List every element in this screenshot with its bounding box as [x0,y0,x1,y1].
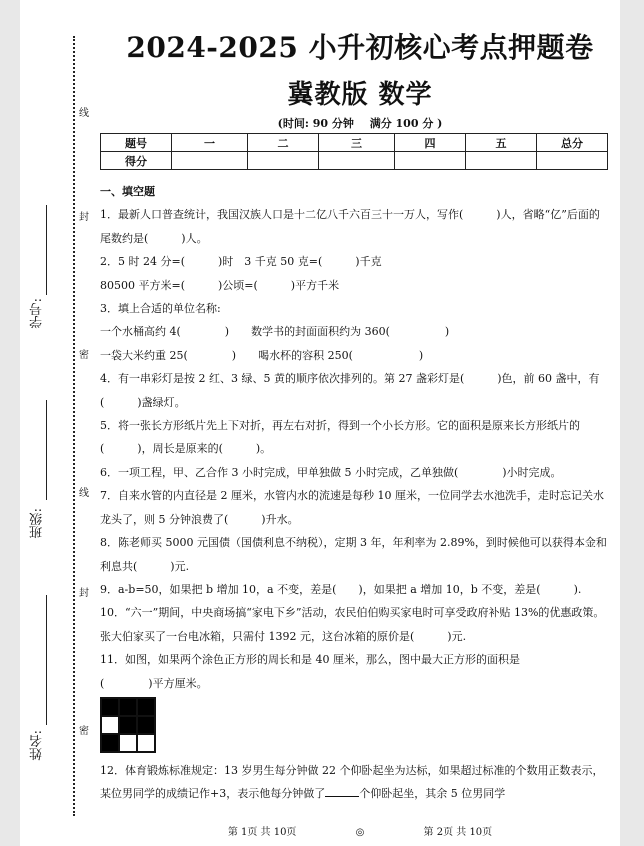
class-label: 班级: [30,508,45,539]
section-heading: 一、填空题 [100,185,155,198]
question-5: 5．将一张长方形纸片先上下对折，再左右对折，得到一个小长方形。它的面积是原来长方形纸片的( )，周长是原来的( )。 [100,419,580,456]
question-4: 4．有一串彩灯是按 2 红、3 绿、5 黄的顺序依次排列的。第 27 盏彩灯是( )色，前 60 盏中，有( )盏绿灯。 [100,372,600,409]
figure-square-shaded [101,698,119,716]
score-header-cell: 四 [395,134,466,152]
page-footer [100,823,620,838]
question-1: 1．最新人口普查统计，我国汉族人口是十二亿八千六百三十一万人，写作( )人，省略“亿”后面的尾数约是( )人。 [100,208,600,245]
square-figure [100,697,156,753]
name-label: 姓名: [30,730,45,761]
figure-square-shaded [101,734,119,752]
score-header-cell: 一 [171,134,247,152]
question-10: 10．“六一”期间，中央商场搞“家电下乡”活动，农民伯伯购买家电时可享受政府补贴 13%的优惠政策。张大伯家买了一台电冰箱，只需付 1392 元，这台冰箱的原价是( )元. [100,606,605,643]
question-9: 9．a-b=50，如果把 b 增加 10，a 不变，差是( )，如果把 a 增加 10，b 不变，差是( ). [100,582,582,596]
question-12-tail: 个仰卧起坐，其余 5 位男同学 [359,787,506,801]
question-11-answer: ( )平方厘米。 [100,676,208,690]
score-row-label: 得分 [101,152,172,170]
figure-square-shaded [137,716,155,734]
score-header-cell: 总分 [536,134,607,152]
exam-score: 满分 100 分 ) [369,117,443,130]
question-12-text: 12．体育锻炼标准规定：13 岁男生每分钟做 22 个仰卧起坐为达标，如果超过标准的个数用正数表示，某位男同学的成绩记作+3，表示他每分钟做了 [100,763,604,801]
binding-margin [20,0,100,846]
exam-page [20,0,620,846]
question-3-line1: 一个水桶高约 4( ) 数学书的封面面积约为 360( ) [100,325,450,339]
figure-square-shaded [119,716,137,734]
footer-mark: ◎ [355,827,365,838]
score-header-cell: 题号 [101,134,172,152]
binding-char: 线 [79,108,89,119]
binding-char: 线 [79,488,89,499]
score-header-cell: 五 [466,134,537,152]
figure-square-shaded [119,698,137,716]
score-cell[interactable] [318,152,394,170]
student-id-line [46,205,47,295]
score-table [100,133,608,170]
score-cell[interactable] [248,152,319,170]
score-table-row [101,152,608,170]
question-8: 8．陈老师买 5000 元国债（国债利息不纳税），定期 3 年，年利率为 2.89%，到时候他可以获得本金和利息共( )元. [100,536,607,573]
figure-square [101,716,119,734]
figure-square-shaded [137,698,155,716]
score-cell[interactable] [466,152,537,170]
name-line [46,595,47,725]
binding-char: 密 [79,726,89,737]
score-cell[interactable] [536,152,607,170]
score-header-cell: 二 [248,134,319,152]
answer-blank[interactable] [325,784,359,797]
page-title: 2024-2025 小升初核心考点押题卷 [126,31,594,64]
score-header-cell: 三 [318,134,394,152]
binding-char: 封 [79,588,89,599]
question-11: 11．如图，如果两个涂色正方形的周长和是 40 厘米，那么，图中最大正方形的面积是 [100,653,520,667]
question-list [100,180,608,806]
figure-square [137,734,155,752]
exam-info [100,115,620,131]
question-2-line2: 80500 平方米=( )公顷=( )平方千米 [100,278,340,292]
student-id-label: 学号: [30,298,45,329]
question-6: 6．一项工程，甲、乙合作 3 小时完成，甲单独做 5 小时完成，乙单独做( )小时完成。 [100,465,562,479]
score-cell[interactable] [171,152,247,170]
exam-time: (时间: 90 分钟 [277,117,354,130]
question-3: 3．填上合适的单位名称: [100,302,221,316]
class-line [46,400,47,500]
dotted-cut-line [73,36,75,816]
binding-char: 封 [79,212,89,223]
footer-page-right: 第 2页 共 10页 [423,827,493,838]
binding-char: 密 [79,350,89,361]
question-2: 2．5 时 24 分=( )时 3 千克 50 克=( )千克 [100,255,382,269]
page-subtitle: 冀教版 数学 [287,80,433,110]
question-12 [100,759,608,806]
score-table-header [101,134,608,152]
score-cell[interactable] [395,152,466,170]
footer-page-left: 第 1页 共 10页 [227,827,297,838]
figure-square [119,734,137,752]
question-3-line2: 一袋大米约重 25( ) 喝水杯的容积 250( ) [100,348,424,362]
question-7: 7．自来水管的内直径是 2 厘米，水管内水的流速是每秒 10 厘米，一位同学去水池洗手，走时忘记关水龙头了，则 5 分钟浪费了( )升水。 [100,489,604,526]
